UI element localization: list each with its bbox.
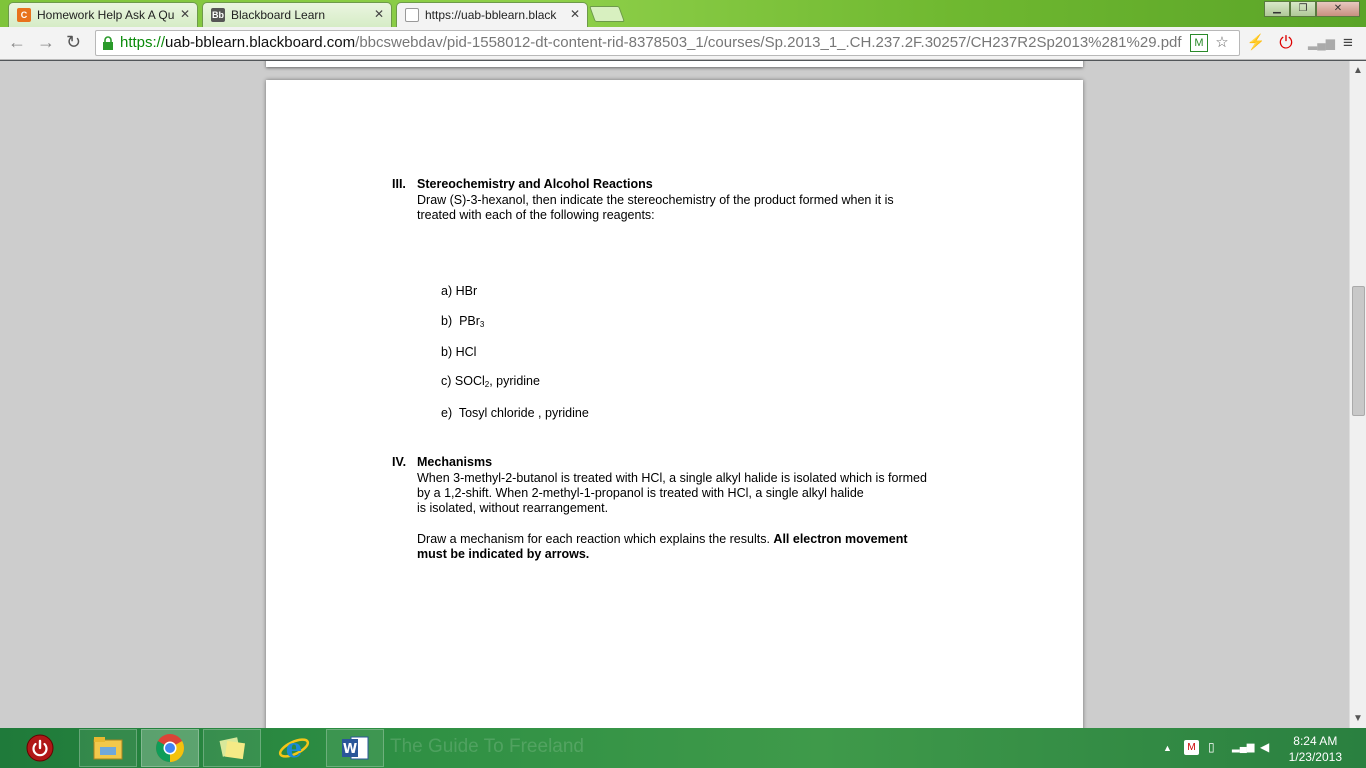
tab-title: Blackboard Learn: [231, 8, 326, 22]
taskbar-sticky-notes[interactable]: [203, 729, 261, 767]
tab-title: Homework Help Ask A Qu: [37, 8, 175, 22]
show-hidden-icons-icon[interactable]: ▲: [1163, 743, 1172, 753]
tab-title: https://uab-bblearn.black: [425, 8, 557, 22]
url-path: /bbcswebdav/pid-1558012-dt-content-rid-8378503_1/courses/Sp.2013_1_.CH.237.2F.30257/CH237R2Sp2013%281%29.pdf: [355, 34, 1182, 51]
document-favicon-icon: [405, 8, 419, 22]
reagent-item: [441, 345, 476, 359]
lock-icon: [102, 36, 114, 50]
reagent-text: SOCl: [454, 374, 485, 388]
instruction-emphasis: All electron movement: [773, 532, 908, 546]
taskbar-file-explorer[interactable]: [79, 729, 137, 767]
section-number: IV.: [392, 455, 407, 469]
svg-text:W: W: [342, 742, 358, 757]
tab-pdf[interactable]: [396, 2, 588, 27]
word-icon: [340, 734, 370, 762]
instruction-text: Draw a mechanism for each reaction which explains the results.: [417, 532, 774, 546]
extension-plug-icon[interactable]: ⚡: [1246, 34, 1266, 51]
taskbar-internet-explorer[interactable]: [265, 729, 323, 767]
scroll-down-icon[interactable]: ▼: [1353, 713, 1363, 724]
system-clock[interactable]: [1289, 733, 1342, 765]
new-tab-button[interactable]: [589, 6, 625, 22]
security-tray-icon[interactable]: M: [1184, 740, 1199, 755]
clock-time: 8:24 AM: [1293, 734, 1338, 748]
section-text: by a 1,2-shift. When 2-methyl-1-propanol is treated with HCl, a single alkyl halide: [417, 486, 864, 500]
extension-signal-icon[interactable]: ▂▄▆: [1308, 36, 1335, 50]
sticky-notes-icon: [217, 735, 247, 761]
extension-stop-icon[interactable]: ⏻: [1279, 33, 1293, 52]
section-text: treated with each of the following reagents:: [417, 208, 655, 222]
power-icon: [26, 734, 54, 762]
reagent-item: [441, 374, 540, 389]
reagent-subscript: 3: [479, 320, 485, 329]
url-scheme: https://: [120, 34, 166, 51]
reagent-label: a): [441, 284, 453, 298]
close-tab-icon[interactable]: ✕: [179, 7, 190, 21]
window-controls: [1264, 1, 1360, 17]
windows-taskbar: [0, 728, 1366, 768]
section-text: [417, 532, 908, 546]
pdf-page: [266, 80, 1083, 728]
chrome-icon: [155, 733, 185, 763]
reagent-text: Tosyl chloride , pyridine: [458, 406, 589, 420]
reagent-item: [441, 284, 477, 298]
vertical-scrollbar[interactable]: [1349, 61, 1366, 728]
url-host: uab-bblearn.blackboard.com: [165, 34, 356, 51]
window-close-icon[interactable]: ✕: [1316, 1, 1360, 17]
reagent-label: e): [441, 406, 453, 420]
reagent-label: c): [441, 374, 452, 388]
blackboard-favicon-icon: Bb: [212, 10, 224, 20]
internet-explorer-icon: [278, 733, 310, 763]
battery-tray-icon[interactable]: ▯: [1208, 740, 1215, 754]
reagent-text: HBr: [455, 284, 478, 298]
reagent-label: b): [441, 314, 453, 328]
reload-icon[interactable]: ↻: [66, 32, 82, 52]
section-title: Stereochemistry and Alcohol Reactions: [417, 177, 653, 191]
address-bar[interactable]: [95, 30, 1240, 56]
volume-icon[interactable]: ◀: [1260, 740, 1270, 754]
reagent-item: [441, 406, 589, 420]
reagent-text: HCl: [455, 345, 477, 359]
reagent-label: b): [441, 345, 453, 359]
bookmark-star-icon[interactable]: ☆: [1215, 34, 1229, 51]
section-text: When 3-methyl-2-butanol is treated with HCl, a single alkyl halide is isolated which is formed: [417, 471, 927, 485]
minimize-icon[interactable]: ▁: [1264, 1, 1290, 17]
folder-icon: [92, 735, 124, 761]
tab-blackboard-learn[interactable]: [202, 2, 392, 27]
close-tab-icon[interactable]: ✕: [569, 7, 580, 21]
network-signal-icon[interactable]: ▂▄▆: [1232, 742, 1255, 753]
instruction-emphasis: must be indicated by arrows.: [417, 547, 590, 561]
clock-date: 1/23/2013: [1288, 750, 1342, 764]
section-title: Mechanisms: [417, 455, 493, 469]
forward-arrow-icon[interactable]: →: [37, 32, 55, 52]
tab-homework-help[interactable]: [8, 2, 198, 27]
previous-page-edge: [266, 61, 1083, 67]
browser-toolbar: [0, 27, 1366, 60]
extension-shield-icon[interactable]: M: [1190, 34, 1208, 52]
reagent-subscript: 2: [484, 380, 490, 389]
reagent-item: [441, 314, 484, 329]
browser-tab-strip: [0, 0, 1366, 27]
back-arrow-icon[interactable]: ←: [8, 32, 26, 52]
reagent-suffix: , pyridine: [489, 374, 540, 388]
menu-icon[interactable]: ≡: [1343, 33, 1353, 52]
svg-text:e: e: [285, 734, 303, 763]
section-number: III.: [392, 177, 406, 191]
close-tab-icon[interactable]: ✕: [373, 7, 384, 21]
taskbar-word[interactable]: [326, 729, 384, 767]
restore-icon[interactable]: ❐: [1290, 1, 1316, 17]
chegg-favicon-icon: C: [17, 8, 31, 22]
wallpaper-watermark-text: The Guide To Freeland: [390, 736, 584, 757]
section-text: is isolated, without rearrangement.: [417, 501, 609, 515]
power-button[interactable]: [18, 729, 62, 767]
scrollbar-thumb[interactable]: [1352, 286, 1365, 416]
reagent-text: PBr: [459, 314, 480, 328]
taskbar-chrome[interactable]: [141, 729, 199, 767]
scroll-up-icon[interactable]: ▲: [1353, 65, 1363, 76]
pdf-viewer[interactable]: [0, 61, 1349, 728]
section-text: Draw (S)-3-hexanol, then indicate the stereochemistry of the product formed when it is: [417, 193, 894, 207]
